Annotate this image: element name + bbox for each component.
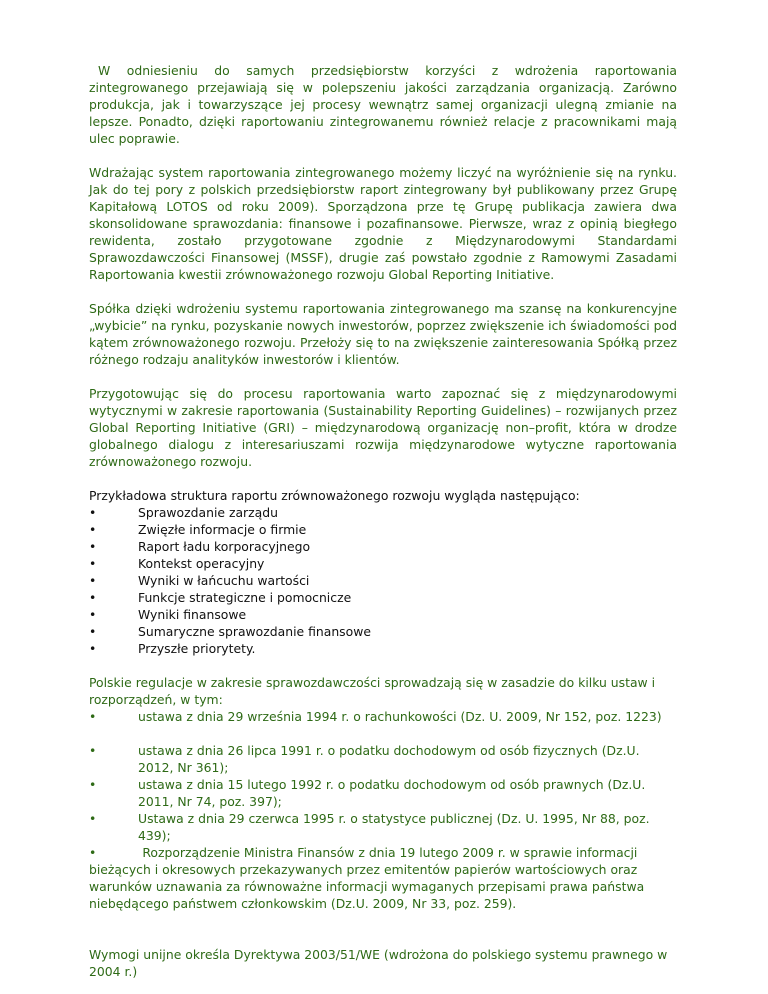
list-item: • Raport ładu korporacyjnego xyxy=(89,539,311,554)
bullet-icon: • xyxy=(89,743,97,758)
list-spacer xyxy=(89,725,677,742)
paragraph-company: Spółka dzięki wdrożeniu systemu raportowania zintegrowanego ma szansę na konkurencyjne „wybicie” na rynku, pozyskanie nowych inwestorów, poprzez zwiększenie ich świadomości pod kątem zrównoważonego rozwoju. Przełoży się to na zwiększenie zainteresowania Spółką przez różnego rodzaju analityków inwestorów i klientów. xyxy=(89,301,677,367)
bullet-icon: • xyxy=(89,505,97,520)
bullet-icon: • xyxy=(89,590,97,605)
bullet-icon: • xyxy=(89,624,97,639)
bullet-icon: • xyxy=(89,641,97,656)
bullet-icon: • xyxy=(89,845,97,860)
list-item: • Wyniki w łańcuchu wartości xyxy=(89,573,310,588)
document-page xyxy=(89,62,677,980)
bullet-icon: • xyxy=(89,777,97,792)
list-item: • Ustawa z dnia 29 czerwca 1995 r. o statystyce publicznej (Dz. U. 1995, Nr 88, poz. 439); xyxy=(89,811,650,843)
regulations-list xyxy=(89,708,677,912)
paragraph-market: Wdrażając system raportowania zintegrowanego możemy liczyć na wyróżnienie się na rynku. Jak do tej pory z polskich przedsiębiorstw raport zintegrowany był publikowany przez Grupę Kapitałową LOTOS od roku 2009). Sporządzona prze tę Grupę publikacja zawiera dwa skonsolidowane sprawozdania: finansowe i pozafinansowe. Pierwsze, wraz z opinią biegłego rewidenta, zostało przygotowane zgodnie z Międzynarodowymi Standardami Sprawozdawczości Finansowej (MSSF), drugie zaś powstało zgodnie z Ramowymi Zasadami Raportowania kwestii zrównoważonego rozwoju Global Reporting Initiative. xyxy=(89,165,677,282)
bullet-icon: • xyxy=(89,811,97,826)
list-item: • ustawa z dnia 26 lipca 1991 r. o podatku dochodowym od osób fizycznych (Dz.U. 2012, Nr 361); xyxy=(89,743,640,775)
list-item: • Przyszłe priorytety. xyxy=(89,641,256,656)
bullet-icon: • xyxy=(89,522,97,537)
bullet-icon: • xyxy=(89,709,97,724)
list-item: • Sprawozdanie zarządu xyxy=(89,505,278,520)
bullet-icon: • xyxy=(89,539,97,554)
list-item: • Wyniki finansowe xyxy=(89,607,247,622)
list-item: • Sumaryczne sprawozdanie finansowe xyxy=(89,624,371,639)
structure-list xyxy=(89,504,677,657)
paragraph-benefits: W odniesieniu do samych przedsiębiorstw korzyści z wdrożenia raportowania zintegrowanego przejawiają się w polepszeniu jakości zarządzania organizacją. Zarówno produkcja, jak i towarzyszące jej procesy wewnątrz samej organizacji ulegną zmianie na lepsze. Ponadto, dzięki raportowaniu zintegrowanemu również relacje z pracownikami mają ulec poprawie. xyxy=(89,63,677,146)
list-item: • Funkcje strategiczne i pomocnicze xyxy=(89,590,352,605)
bullet-icon: • xyxy=(89,607,97,622)
list-item: • Kontekst operacyjny xyxy=(89,556,265,571)
list-item: • ustawa z dnia 15 lutego 1992 r. o podatku dochodowym od osób prawnych (Dz.U. 2011, Nr 74, poz. 397); xyxy=(89,777,646,809)
list-item: • ustawa z dnia 29 września 1994 r. o rachunkowości (Dz. U. 2009, Nr 152, poz. 1223) xyxy=(89,709,662,724)
regulations-intro: Polskie regulacje w zakresie sprawozdawczości sprowadzają się w zasadzie do kilku ustaw i rozporządzeń, w tym: xyxy=(89,675,656,707)
bullet-icon: • xyxy=(89,573,97,588)
list-item: • Zwięzłe informacje o firmie xyxy=(89,522,307,537)
eu-directive-note: Wymogi unijne określa Dyrektywa 2003/51/WE (wdrożona do polskiego systemu prawnego w 2004 r.) xyxy=(89,947,668,979)
bullet-icon: • xyxy=(89,556,97,571)
paragraph-gri: Przygotowując się do procesu raportowania warto zapoznać się z międzynarodowymi wytycznymi w zakresie raportowania (Sustainability Reporting Guidelines) – rozwijanych przez Global Reporting Initiative (GRI) – międzynarodową organizację non–profit, która w drodze globalnego dialogu z interesariuszami rozwija międzynarodowe wytyczne raportowania zrównoważonego rozwoju. xyxy=(89,386,677,469)
structure-intro: Przykładowa struktura raportu zrównoważonego rozwoju wygląda następująco: xyxy=(89,488,580,503)
list-item: • Rozporządzenie Ministra Finansów z dnia 19 lutego 2009 r. w sprawie informacji bieżących i okresowych przekazywanych przez emitentów papierów wartościowych oraz warunków uznawania za równoważne informacji wymaganych przepisami prawa państwa niebędącego państwem członkowskim (Dz.U. 2009, Nr 33, poz. 259). xyxy=(89,845,645,911)
